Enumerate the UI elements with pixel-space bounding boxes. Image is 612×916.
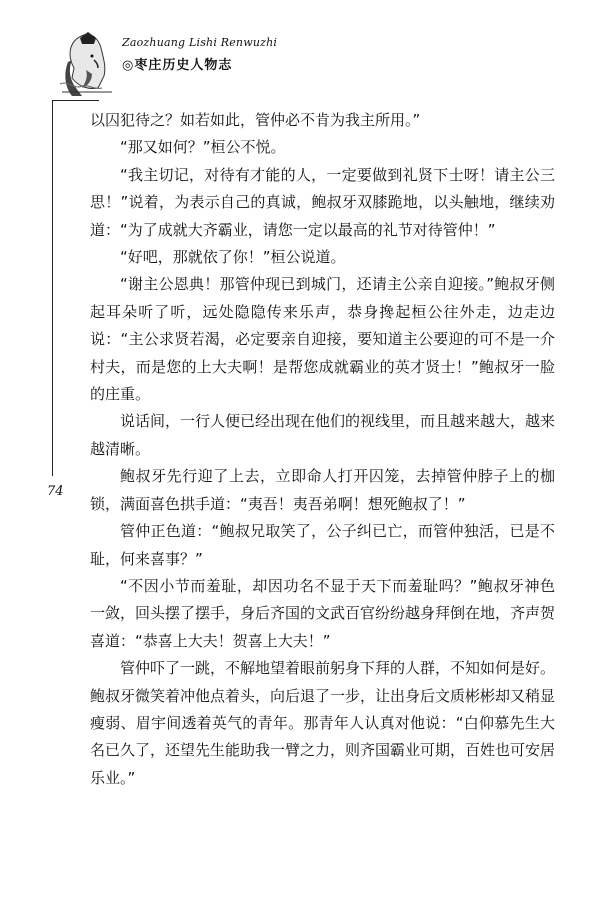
- paragraph: 说话间，一行人便已经出现在他们的视线里，而且越来越大，越来越清晰。: [90, 412, 556, 458]
- header-rule: [52, 100, 99, 101]
- page-number: 74: [47, 484, 64, 499]
- paragraph: “好吧，那就依了你！”桓公说道。: [120, 248, 346, 267]
- paragraph: “谢主公恩典！那管仲现已到城门，还请主公亲自迎接。”鲍叔牙侧起耳朵听了听，远处隐隐传来乐声，恭身搀起桓公往外走，边走边说：“主公求贤若渴，必定要亲自迎接，要知道主公要迎的可不是一介村夫，而是您的上大夫啊！是帮您成就霸业的英才贤士！”鲍叔牙一脸的庄重。: [90, 275, 555, 404]
- paragraph: “那又如何？”桓公不悦。: [120, 138, 286, 157]
- series-title-chinese: ◎枣庄历史人物志: [122, 58, 233, 73]
- portrait-illustration: [58, 30, 114, 98]
- paragraph: 管仲正色道：“鲍叔兄取笑了，公子纠已亡，而管仲独活，已是不耻，何来喜事？”: [90, 522, 555, 568]
- paragraph: 管仲吓了一跳，不解地望着眼前躬身下拜的人群，不知如何是好。鲍叔牙微笑着冲他点着头，向后退了一步，让出身后文质彬彬却又稍显瘦弱、眉宇间透着英气的青年。那青年人认真对他说：“白仰慕先生大名已久了，还望先生能助我一臂之力，则齐国霸业可期，百姓也可安居乐业。”: [90, 659, 556, 787]
- running-header: [58, 30, 288, 100]
- paragraph: “不因小节而羞耻，却因功名不显于天下而羞耻吗？”鲍叔牙神色一敛，回头摆了摆手，身后齐国的文武百官纷纷越身拜倒在地，齐声贺喜道：“恭喜上大夫！贺喜上大夫！”: [90, 576, 556, 650]
- series-title-english: Zaozhuang Lishi Renwuzhi: [122, 36, 278, 49]
- body-text: [90, 107, 555, 792]
- paragraph: “我主切记，对待有才能的人，一定要做到礼贤下士呀！请主公三思！”说着，为表示自己的真诚，鲍叔牙双膝跪地，以头触地，继续劝道：“为了成就大齐霸业，请您一定以最高的礼节对待管仲！”: [90, 165, 555, 239]
- margin-rule: [52, 100, 53, 476]
- paragraph: 鲍叔牙先行迎了上去，立即命人打开囚笼，去掉管仲脖子上的枷锁，满面喜色拱手道：“夷吾！夷吾弟啊！想死鲍叔了！”: [90, 467, 555, 513]
- paragraph: 以囚犯待之？如若如此，管仲必不肯为我主所用。”: [90, 111, 421, 129]
